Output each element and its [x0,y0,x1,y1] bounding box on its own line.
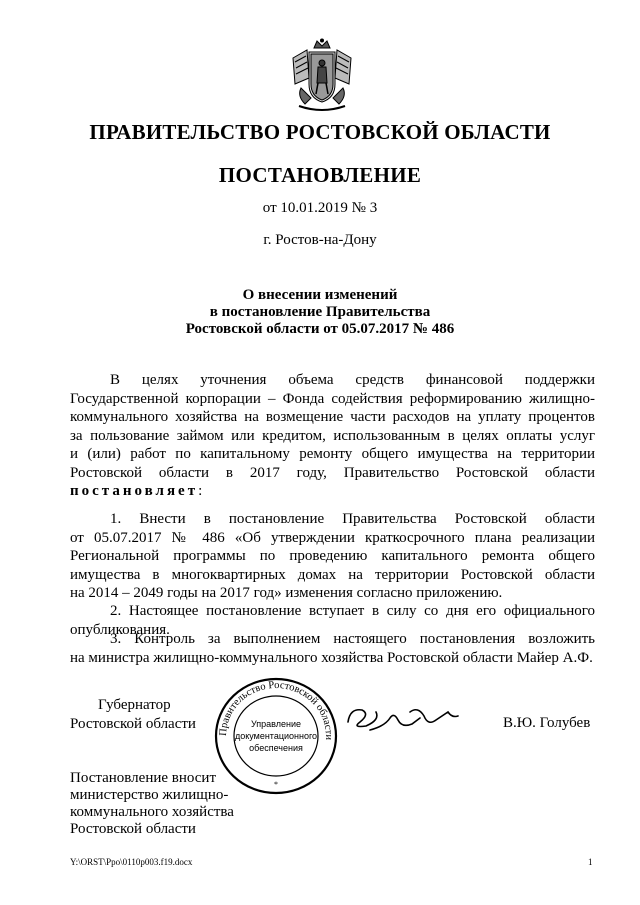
signer-title [70,696,196,734]
decree-word: постановляет [70,483,199,499]
stamp-star-icon: * [274,780,278,789]
item-3-paragraph [70,630,595,667]
item-line: 3. Контроль за выполнением настоящего постановления возложить [110,631,595,647]
preamble-line: Государственной корпорации – Фонда содействия реформированию жилищно- [70,390,595,407]
item-line: от 05.07.2017 № 486 «Об утверждении краткосрочного плана реализации [70,529,595,546]
note-line: коммунального хозяйства [70,804,234,820]
item-line: имущества в многоквартирных домах на территории Ростовской области [70,566,595,583]
item-1-paragraph [70,510,595,603]
city-name: г. Ростов-на-Дону [263,232,377,248]
decree-suffix: : [198,483,203,499]
item-line: на 2014 – 2049 годы на 2017 год» изменения согласно приложению. [70,585,503,601]
signer-title-line: Губернатор [98,697,171,713]
note-line: министерство жилищно- [70,787,229,803]
preamble-line: за пользование займом или кредитом, использованным в целях оплаты услуг [70,427,595,444]
preamble-line: Ростовской области в 2017 году, Правительство Ростовской области [70,464,595,481]
preamble-line: и (или) работ по капитальному ремонту общего имущества на территории [70,446,595,462]
organization-name: ПРАВИТЕЛЬСТВО РОСТОВСКОЙ ОБЛАСТИ [89,120,551,144]
preamble-line: В целях уточнения объема средств финансовой поддержки [110,372,595,388]
preamble-paragraph [70,371,595,501]
item-line: опубликования. [70,621,170,638]
preamble-line: коммунального хозяйства на возмещение части расходов на уплату процентов [70,409,595,425]
subject-line: Ростовской области от 05.07.2017 № 486 [185,321,455,337]
submitter-note [70,770,234,838]
item-line: на министра жилищно-коммунального хозяйства Ростовской области Майер А.Ф. [70,649,593,666]
signer-name: В.Ю. Голубев [503,715,591,731]
signer-title-line: Ростовской области [70,716,196,732]
document-type: ПОСТАНОВЛЕНИЕ [218,163,422,187]
stamp-ring-text: Правительство Ростовской области [217,679,335,741]
decree-line [70,482,595,501]
stamp-center-line: документационного [234,731,318,741]
date-and-number: от 10.01.2019 № 3 [262,200,378,216]
item-line: 1. Внести в постановление Правительства Ростовской области [110,511,595,527]
item-line: 2. Настоящее постановление вступает в силу со дня его официального [110,603,595,619]
document-subject [60,287,580,338]
coat-of-arms-emblem [289,38,355,114]
item-line: Региональной программы по проведению капитального ремонта общего [70,548,595,564]
handwritten-signature [340,700,490,740]
subject-line: в постановление Правительства [209,304,431,320]
subject-line: О внесении изменений [242,287,398,303]
file-path: Y:\ORST\Ppo\0110p003.f19.docx [70,857,193,867]
note-line: Постановление вносит [70,770,217,786]
note-line: Ростовской области [70,821,196,837]
stamp-center-line: обеспечения [249,743,303,753]
page-number: 1 [588,857,593,867]
stamp-center-line: Управление [250,719,302,729]
